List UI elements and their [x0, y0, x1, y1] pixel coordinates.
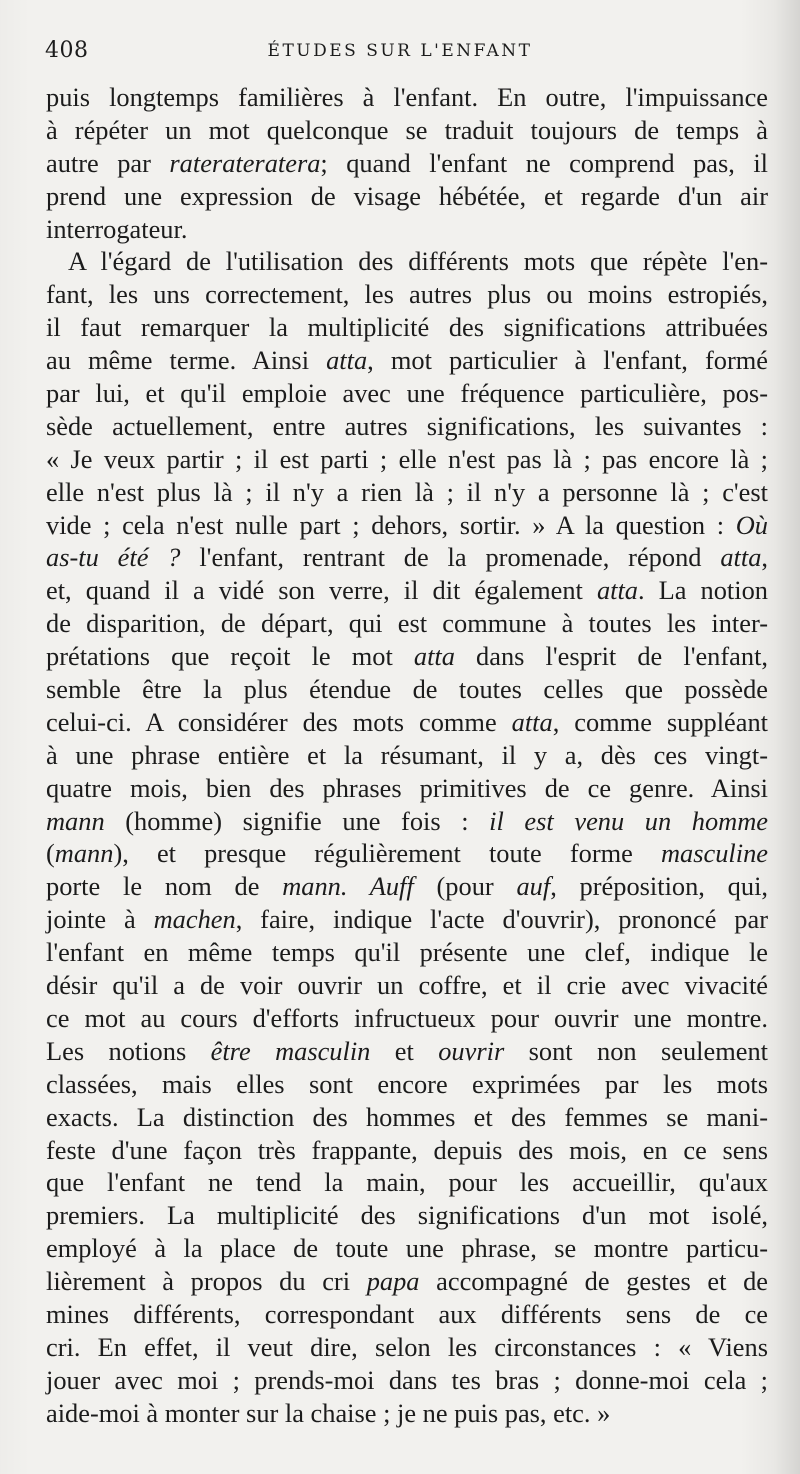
italic-term: mann — [54, 838, 114, 869]
italic-term: atta — [511, 706, 553, 737]
text-segment: A l'égard de l'utilisation des différents mots que répète l'en- — [68, 246, 768, 277]
italic-term: as-tu été ? — [46, 542, 181, 573]
text-segment: et — [370, 1035, 439, 1066]
text-line — [46, 1397, 768, 1430]
text-segment: puis longtemps familières à l'enfant. En outre, l'impuissance — [46, 82, 768, 112]
text-segment: exacts. La distinction des hommes et des femmes se mani- — [46, 1101, 768, 1132]
italic-term: atta — [596, 575, 638, 606]
text-segment: ( — [46, 838, 55, 869]
text-line — [46, 574, 768, 607]
italic-term: atta — [326, 345, 368, 376]
text-segment: l'enfant, rentrant de la promenade, répond — [180, 542, 721, 573]
text-segment: elle n'est plus là ; il n'y a rien là ; il n'y a personne là ; c'est — [46, 476, 768, 507]
text-line — [46, 213, 768, 246]
text-line — [46, 1002, 768, 1035]
text-line — [46, 476, 768, 509]
text-line — [46, 969, 768, 1002]
text-line — [46, 1199, 768, 1232]
text-line — [46, 1298, 768, 1331]
text-line — [46, 311, 768, 344]
text-line — [46, 1232, 768, 1265]
page-number: 408 — [45, 38, 89, 63]
italic-term: mann. Auff — [282, 871, 414, 902]
text-segment: que l'enfant ne tend la main, pour les accueillir, qu'aux — [46, 1167, 768, 1198]
text-segment: à une phrase entière et la résumant, il y a, dès ces vingt- — [46, 739, 768, 770]
text-line — [46, 837, 768, 870]
text-segment: par lui, et qu'il emploie avec une fréquence particulière, pos- — [46, 378, 768, 409]
text-line — [46, 936, 768, 969]
text-segment: semble être la plus étendue de toutes celles que possède — [46, 674, 768, 705]
text-segment: sont non seulement — [504, 1035, 768, 1066]
text-line — [46, 344, 768, 377]
text-line — [46, 870, 768, 903]
text-segment: de disparition, de départ, qui est commune à toutes les inter- — [46, 608, 768, 639]
italic-term: atta — [720, 542, 762, 573]
italic-term: mann — [46, 805, 105, 836]
text-line — [46, 1068, 768, 1101]
text-line — [46, 1035, 768, 1068]
running-title: ÉTUDES SUR L'ENFANT — [267, 41, 533, 61]
text-segment: (homme) signifie une fois : — [104, 805, 490, 836]
text-line — [46, 673, 768, 706]
text-line — [46, 706, 768, 739]
text-segment: cri. En effet, il veut dire, selon les circonstances : « Viens — [46, 1331, 768, 1362]
text-line — [46, 410, 768, 443]
text-segment: autre par — [46, 147, 170, 178]
text-segment: ce mot au cours d'efforts infructueux pour ouvrir une montre. — [46, 1002, 768, 1033]
text-segment: , — [761, 542, 769, 573]
text-line — [46, 377, 768, 410]
text-segment: mines différents, correspondant aux différents sens de ce — [46, 1298, 768, 1329]
text-segment: ), et presque régulièrement toute forme — [113, 838, 661, 869]
text-segment: aide-moi à monter sur la chaise ; je ne puis pas, etc. » — [46, 1397, 611, 1428]
text-line — [46, 805, 768, 838]
text-segment: , préposition, qui, — [550, 871, 768, 902]
italic-term: atta — [413, 641, 455, 672]
text-segment: employé à la place de toute une phrase, se montre particu- — [46, 1233, 768, 1264]
italic-term: papa — [366, 1266, 420, 1297]
text-segment: . La notion — [638, 575, 768, 606]
text-line — [46, 1331, 768, 1364]
text-line — [46, 81, 768, 114]
text-segment: jouer avec moi ; prends-moi dans tes bras ; donne-moi cela ; — [46, 1364, 768, 1395]
text-segment: , faire, indique l'acte d'ouvrir), prononcé par — [235, 904, 769, 935]
text-line — [46, 278, 768, 311]
text-segment: (pour — [413, 871, 517, 902]
text-line — [46, 1166, 768, 1199]
text-segment: interrogateur. — [46, 213, 188, 244]
text-segment: sède actuellement, entre autres significations, les suivantes : — [46, 410, 768, 441]
text-segment: lièrement à propos du cri — [46, 1266, 367, 1297]
text-segment: à répéter un mot quelconque se traduit toujours de temps à — [46, 114, 768, 145]
text-segment: porte le nom de — [46, 871, 283, 902]
text-line — [46, 903, 768, 936]
text-segment: dans l'esprit de l'enfant, — [454, 641, 769, 672]
italic-term: ouvrir — [438, 1035, 505, 1066]
text-line — [46, 541, 768, 574]
italic-term: Où — [735, 509, 768, 540]
text-line — [46, 1364, 768, 1397]
text-segment: ; quand l'enfant ne comprend pas, il — [320, 147, 769, 178]
text-segment: celui-ci. A considérer des mots comme — [46, 706, 512, 737]
text-line — [46, 509, 768, 542]
text-segment: jointe à — [46, 904, 154, 935]
italic-term: être masculin — [210, 1035, 371, 1066]
text-segment: accompagné de gestes et de — [419, 1266, 768, 1297]
italic-term: raterateratera — [169, 147, 321, 178]
text-segment: prétations que reçoit le mot — [46, 641, 414, 672]
text-segment: , mot particulier à l'enfant, formé — [367, 345, 768, 376]
text-segment: il faut remarquer la multiplicité des significations attribuées — [46, 312, 768, 343]
text-line — [46, 1134, 768, 1167]
italic-term: il est venu un homme — [489, 805, 768, 836]
text-line — [46, 640, 768, 673]
text-segment: quatre mois, bien des phrases primitives de ce genre. Ainsi — [46, 772, 768, 803]
text-line — [46, 1101, 768, 1134]
text-line — [46, 739, 768, 772]
italic-term: auf — [516, 871, 551, 902]
text-segment: l'enfant en même temps qu'il présente une clef, indique le — [46, 937, 768, 968]
text-segment: premiers. La multiplicité des significations d'un mot isolé, — [46, 1200, 768, 1231]
text-segment: fant, les uns correctement, les autres plus ou moins estropiés, — [46, 279, 768, 310]
text-segment: , comme suppléant — [552, 706, 768, 737]
text-segment: « Je veux partir ; il est parti ; elle n'est pas là ; pas encore là ; — [46, 443, 768, 474]
text-line — [46, 772, 768, 805]
text-segment: au même terme. Ainsi — [46, 345, 327, 376]
text-segment: et, quand il a vidé son verre, il dit également — [46, 575, 597, 606]
text-segment: feste d'une façon très frappante, depuis des mois, en ce sens — [46, 1134, 768, 1165]
page-header — [45, 38, 755, 74]
italic-term: machen — [153, 904, 236, 935]
text-segment: désir qu'il a de voir ouvrir un coffre, et il crie avec vivacité — [46, 970, 768, 1001]
text-line — [46, 114, 768, 147]
text-segment: Les notions — [46, 1035, 211, 1066]
text-segment: vide ; cela n'est nulle part ; dehors, sortir. » A la question : — [46, 509, 736, 540]
text-segment: prend une expression de visage hébétée, et regarde d'un air — [46, 180, 768, 211]
text-line — [46, 607, 768, 640]
text-line — [46, 1265, 768, 1298]
italic-term: masculine — [660, 838, 768, 869]
text-line — [46, 180, 768, 213]
body-text — [46, 81, 768, 1430]
text-segment: classées, mais elles sont encore exprimées par les mots — [46, 1068, 768, 1099]
text-line — [46, 245, 768, 278]
text-line — [46, 147, 768, 180]
text-line — [46, 443, 768, 476]
